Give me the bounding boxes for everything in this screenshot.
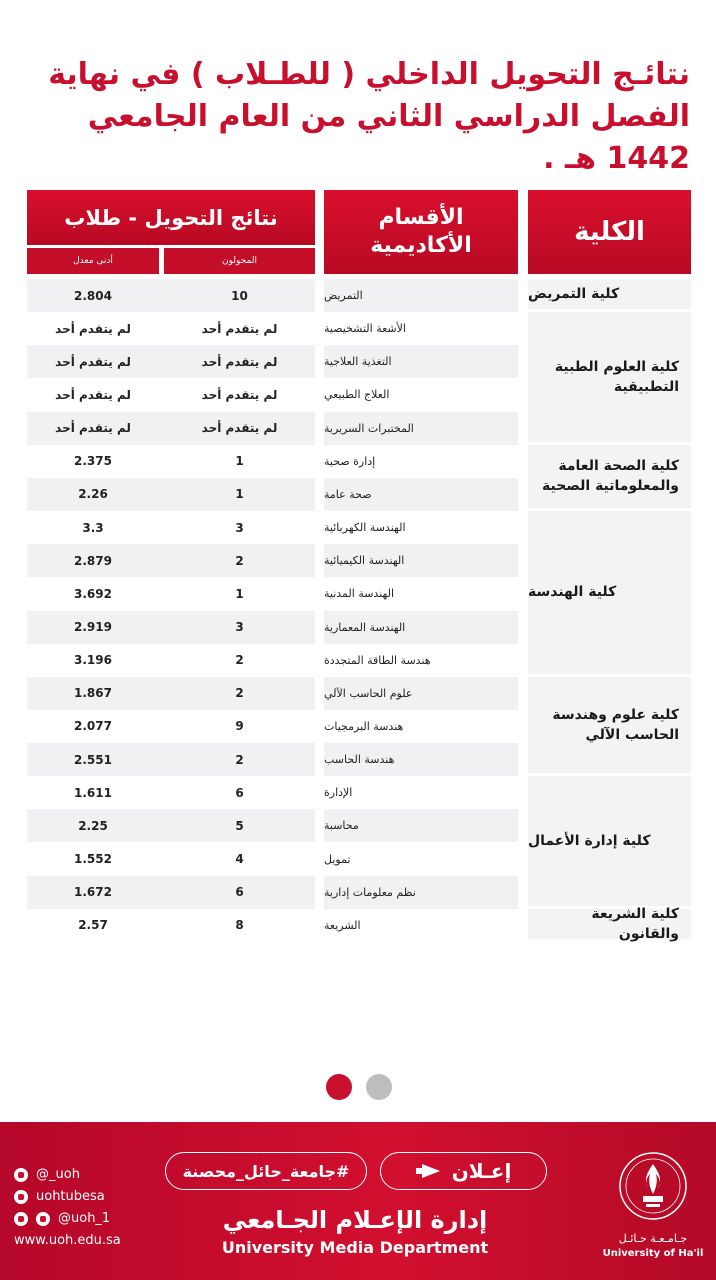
table-row xyxy=(27,843,518,876)
faculty-cell: كلية علوم وهندسة الحاسب الآلي xyxy=(528,677,691,773)
department-cell: الهندسة المدنية xyxy=(324,587,395,601)
department-cell: العلاج الطبيعي xyxy=(324,388,390,402)
footer xyxy=(0,1122,716,1280)
header-results: نتائج التحويل - طلاب xyxy=(27,190,315,245)
table-row xyxy=(27,345,518,378)
faculty-cell: كلية الصحة العامة والمعلوماتية الصحية xyxy=(528,445,691,508)
min-gpa-cell: لم يتقدم أحد xyxy=(55,321,131,336)
transferred-cell: 1 xyxy=(235,487,244,502)
announcement-label: إعـلان xyxy=(451,1159,512,1183)
media-dept-english: University Media Department xyxy=(221,1238,489,1257)
min-gpa-cell: لم يتقدم أحد xyxy=(55,421,131,436)
youtube-icon xyxy=(14,1190,28,1204)
min-gpa-cell: 1.611 xyxy=(74,785,112,800)
header-faculty: الكلية xyxy=(528,190,691,274)
department-cell: الشريعة xyxy=(324,918,361,932)
min-gpa-cell: 2.919 xyxy=(74,620,112,634)
table-row xyxy=(27,809,518,842)
department-cell: هندسة الطاقة المتجددة xyxy=(324,653,431,667)
department-cell: علوم الحاسب الآلي xyxy=(324,686,413,700)
department-cell: التمريض xyxy=(324,289,363,302)
department-cell: صحة عامة xyxy=(324,487,372,501)
transferred-cell: 8 xyxy=(235,918,244,933)
transferred-cell: 2 xyxy=(235,686,244,701)
department-cell: الهندسة المعمارية xyxy=(324,620,406,634)
announcement-pill xyxy=(380,1152,547,1190)
megaphone-icon xyxy=(416,1162,442,1180)
transferred-cell: 6 xyxy=(235,785,244,800)
transferred-cell: لم يتقدم أحد xyxy=(201,354,278,369)
department-cell: محاسبة xyxy=(324,819,359,833)
table-row xyxy=(27,312,518,345)
faculty-cell: كلية الشريعة والقانون xyxy=(528,909,691,939)
logo-text-english: University of Ha'il xyxy=(602,1248,704,1259)
table-row xyxy=(27,909,518,942)
department-cell: المختبرات السريرية xyxy=(324,421,414,435)
department-cell: هندسة الحاسب xyxy=(324,753,395,767)
table-row xyxy=(27,611,518,644)
table-row xyxy=(27,478,518,511)
department-cell: نظم معلومات إدارية xyxy=(324,885,416,899)
transferred-cell: 9 xyxy=(235,719,244,734)
hashtag-pill: #جامعة_حائل_محصنة xyxy=(165,1152,367,1190)
faculty-cell: كلية التمريض xyxy=(528,279,691,309)
department-cell: الهندسة الكهربائية xyxy=(324,521,406,535)
snapchat-icon xyxy=(36,1212,50,1226)
pagination-dots xyxy=(326,1074,392,1100)
table-row xyxy=(27,445,518,478)
transferred-cell: 6 xyxy=(235,885,244,900)
department-cell: إدارة صحية xyxy=(324,454,376,468)
faculty-cell: كلية الهندسة xyxy=(528,511,691,674)
table-row xyxy=(27,279,518,312)
min-gpa-cell: 2.804 xyxy=(74,288,112,303)
social-links xyxy=(14,1164,121,1252)
youtube-handle[interactable]: uohtubesa xyxy=(36,1189,105,1204)
table-row xyxy=(27,412,518,445)
min-gpa-cell: 2.26 xyxy=(78,487,108,502)
telegram-icon xyxy=(14,1212,28,1226)
media-dept-arabic: إدارة الإعـلام الجـامعي xyxy=(222,1206,488,1234)
department-cell: الهندسة الكيميائية xyxy=(324,554,405,568)
table-row xyxy=(27,378,518,411)
transferred-cell: 3 xyxy=(235,520,244,535)
faculty-cell: كلية العلوم الطبية التطبيقية xyxy=(528,312,691,442)
telegram-handle[interactable]: @uoh_1 xyxy=(58,1211,111,1226)
faculty-cell: كلية إدارة الأعمال xyxy=(528,776,691,906)
min-gpa-cell: 1.552 xyxy=(74,852,112,867)
department-cell: التغذية العلاجية xyxy=(324,355,392,369)
website-link[interactable]: www.uoh.edu.sa xyxy=(14,1233,121,1248)
transferred-cell: 1 xyxy=(235,454,244,469)
header-department: الأقسام الأكاديمية xyxy=(324,190,518,274)
min-gpa-cell: 1.672 xyxy=(74,885,112,900)
header-transferred: المحولون xyxy=(164,248,315,274)
transferred-cell: 5 xyxy=(235,818,244,833)
table-row xyxy=(27,710,518,743)
transferred-cell: 2 xyxy=(235,553,244,568)
twitter-handle[interactable]: @_uoh xyxy=(36,1167,80,1182)
department-cell: الأشعة التشخيصية xyxy=(324,322,406,336)
table-row xyxy=(27,577,518,610)
table-row xyxy=(27,677,518,710)
min-gpa-cell: 3.3 xyxy=(82,520,104,535)
min-gpa-cell: لم يتقدم أحد xyxy=(55,354,131,369)
transferred-cell: 3 xyxy=(235,620,244,634)
logo-text-arabic: جـامـعـة حـائـل xyxy=(618,1232,688,1245)
transferred-cell: 2 xyxy=(235,752,244,767)
min-gpa-cell: 2.077 xyxy=(74,719,112,734)
department-cell: الإدارة xyxy=(324,786,353,800)
min-gpa-cell: 2.375 xyxy=(74,454,112,469)
min-gpa-cell: 2.879 xyxy=(74,553,112,568)
page-title: نتائـج التحويل الداخلي ( للطـلاب ) في نهاية الفصل الدراسي الثاني من العام الجامعي 1442 هـ . xyxy=(48,57,690,176)
table-row xyxy=(27,644,518,677)
transferred-cell: 10 xyxy=(231,288,248,303)
department-cell: هندسة البرمجيات xyxy=(324,719,404,733)
min-gpa-cell: 2.551 xyxy=(74,752,112,767)
table-row xyxy=(27,776,518,809)
table-row xyxy=(27,743,518,776)
min-gpa-cell: 3.196 xyxy=(74,653,112,668)
min-gpa-cell: 3.692 xyxy=(74,586,112,601)
min-gpa-cell: 2.57 xyxy=(78,918,108,933)
table-row xyxy=(27,511,518,544)
min-gpa-cell: 1.867 xyxy=(74,686,112,701)
table-row xyxy=(27,544,518,577)
page-dot-inactive[interactable] xyxy=(366,1074,392,1100)
transferred-cell: لم يتقدم أحد xyxy=(201,321,278,336)
university-logo-icon xyxy=(610,1150,696,1222)
min-gpa-cell: لم يتقدم أحد xyxy=(55,387,131,402)
transferred-cell: لم يتقدم أحد xyxy=(201,387,278,402)
min-gpa-cell: 2.25 xyxy=(78,818,108,833)
department-cell: تمويل xyxy=(324,852,351,866)
header-min-gpa: أدنى معدل xyxy=(27,248,159,274)
page-dot-active[interactable] xyxy=(326,1074,352,1100)
transferred-cell: 1 xyxy=(235,586,244,601)
transferred-cell: لم يتقدم أحد xyxy=(201,421,278,436)
transferred-cell: 4 xyxy=(235,852,244,867)
table-row xyxy=(27,876,518,909)
transferred-cell: 2 xyxy=(235,653,244,668)
twitter-icon xyxy=(14,1168,28,1182)
